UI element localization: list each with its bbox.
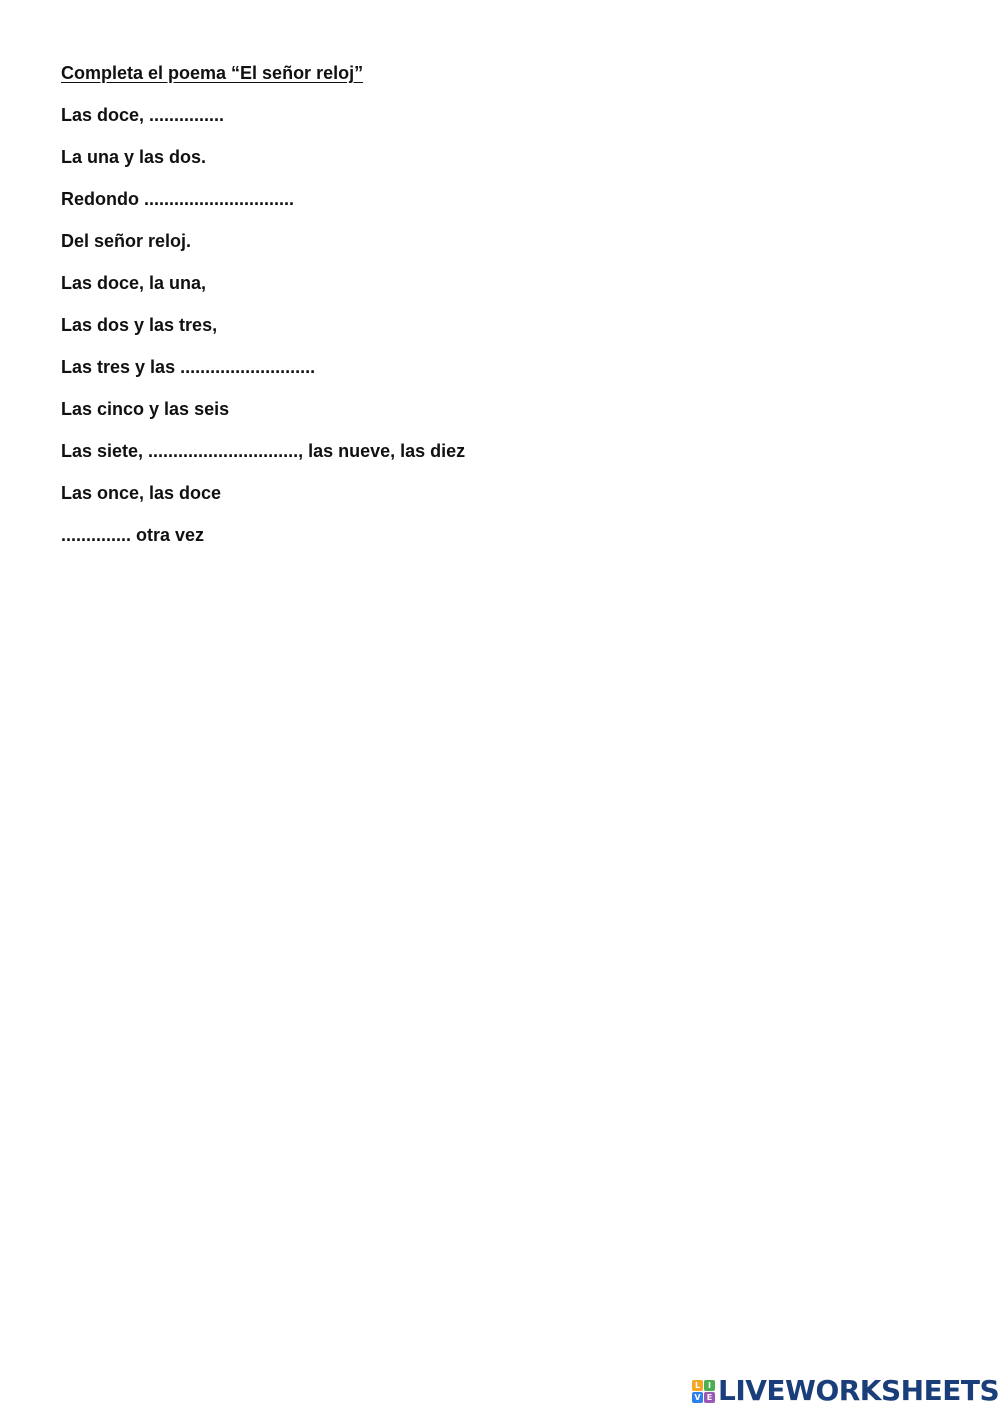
logo-mark-cell: V <box>692 1392 703 1403</box>
liveworksheets-logo <box>692 1374 999 1408</box>
liveworksheets-logo-text: LIVEWORKSHEETS <box>718 1374 1000 1407</box>
poem-line-2: La una y las dos. <box>61 147 207 167</box>
poem-lines <box>61 102 941 548</box>
poem-line-8: Las cinco y las seis <box>61 399 230 419</box>
logo-mark-cell: I <box>704 1380 715 1391</box>
poem-line-7: Las tres y las ........................... <box>61 357 316 377</box>
worksheet-title: Completa el poema “El señor reloj” <box>61 63 364 83</box>
poem-line-5: Las doce, la una, <box>61 273 207 293</box>
poem-line-4: Del señor reloj. <box>61 231 192 251</box>
poem-line-3: Redondo .............................. <box>61 189 295 209</box>
logo-mark-cell: E <box>704 1392 715 1403</box>
liveworksheets-logo-icon <box>692 1380 715 1403</box>
poem-line-9: Las siete, .............................., las nueve, las diez <box>61 441 466 461</box>
poem-line-11: .............. otra vez <box>61 525 205 545</box>
worksheet <box>61 60 941 564</box>
logo-mark-cell: L <box>692 1380 703 1391</box>
poem-line-6: Las dos y las tres, <box>61 315 218 335</box>
poem-line-10: Las once, las doce <box>61 483 222 503</box>
poem-line-1: Las doce, ............... <box>61 105 225 125</box>
